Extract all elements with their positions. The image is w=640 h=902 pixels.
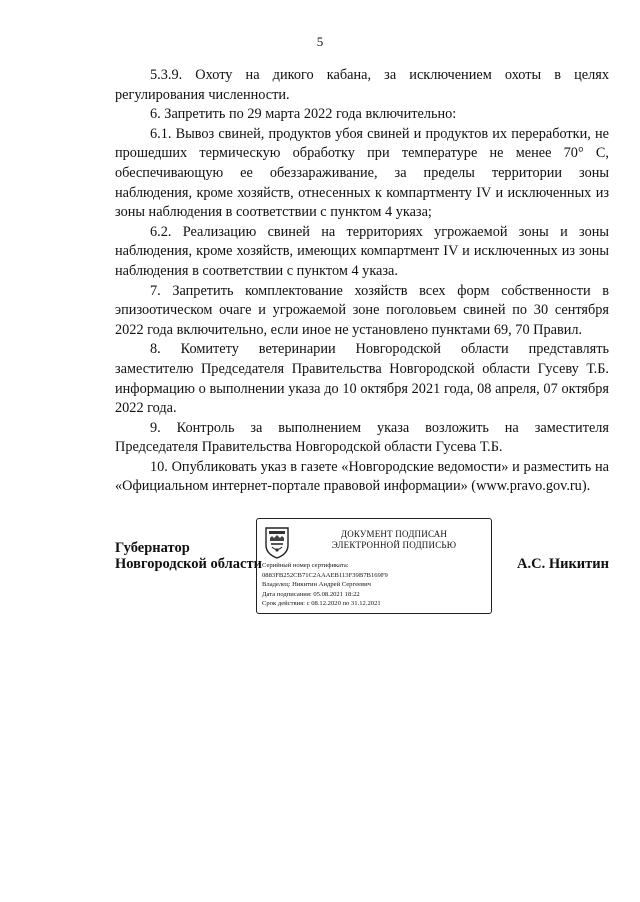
stamp-header bbox=[299, 529, 489, 551]
paragraph-8: 8. Комитету ветеринарии Новгородской области представлять заместителю Председателя Правительства Новгородской области Гусеву Т.Б. информацию о выполнении указа до 10 октября 2021 года, 08 апреля, 07 октября 2022 года. bbox=[115, 341, 609, 417]
stamp-serial: 0883FB252CB71C2AAAEB113F39B7B169F9 bbox=[262, 571, 388, 579]
page-number: 5 bbox=[316, 34, 324, 49]
paragraph-10: 10. Опубликовать указ в газете «Новгородские ведомости» и разместить на «Официальном интернет-портале правовой информации» (www.pravo.gov.ru). bbox=[115, 458, 609, 495]
paragraph-6-2: 6.2. Реализацию свиней на территориях угрожаемой зоны и зоны наблюдения, кроме хозяйств, имеющих компартмент IV и исключенных из зоны наблюдения в соответствии с пунктом 4 указа. bbox=[115, 223, 609, 279]
stamp-header-line1: ДОКУМЕНТ ПОДПИСАН bbox=[340, 529, 448, 539]
electronic-signature-stamp bbox=[256, 518, 492, 614]
stamp-owner: Владелец: Никитин Андрей Сергеевич bbox=[262, 581, 371, 589]
coat-of-arms-icon bbox=[262, 525, 292, 559]
paragraph-6-1: 6.1. Вывоз свиней, продуктов убоя свиней и продуктов их переработки, не прошедших термическую обработку при температуре не менее 70° С, обеспечивающую ее обеззараживание, за пределы территории зоны наблюдения, кроме хозяйств, отнесенных к компартменту IV и исключенных из зоны наблюдения в соответствии с пунктом 4 указа; bbox=[115, 125, 609, 221]
paragraph-9: 9. Контроль за выполнением указа возложить на заместителя Председателя Правительства Новгородской области Гусева Т.Б. bbox=[115, 419, 609, 456]
signature-block bbox=[115, 518, 609, 618]
signer-title-line2: Новгородской области bbox=[115, 556, 262, 572]
paragraph-6: 6. Запретить по 29 марта 2022 года включительно: bbox=[150, 106, 457, 123]
paragraph-7: 7. Запретить комплектование хозяйств всех форм собственности в эпизоотическом очаге и угрожаемой зоне поголовьем свиней по 30 сентября 2022 года включительно, если иное не установлено пунктами 69, 70 Правил. bbox=[115, 282, 609, 338]
signer-title bbox=[115, 540, 262, 572]
paragraph-5-3-9: 5.3.9. Охоту на дикого кабана, за исключением охоты в целях регулирования численности. bbox=[115, 67, 609, 103]
stamp-serial-label: Серийный номер сертификата: bbox=[262, 562, 349, 569]
signer-title-line1: Губернатор bbox=[115, 540, 190, 556]
stamp-signed-date: Дата подписания: 05.08.2021 18:22 bbox=[262, 590, 360, 598]
stamp-validity: Срок действия: с 08.12.2020 по 31.12.2021 bbox=[262, 600, 381, 608]
stamp-details bbox=[262, 561, 490, 609]
stamp-header-line2: ЭЛЕКТРОННОЙ ПОДПИСЬЮ bbox=[331, 540, 457, 550]
signer-name: А.С. Никитин bbox=[517, 556, 609, 572]
document-body bbox=[115, 66, 609, 497]
